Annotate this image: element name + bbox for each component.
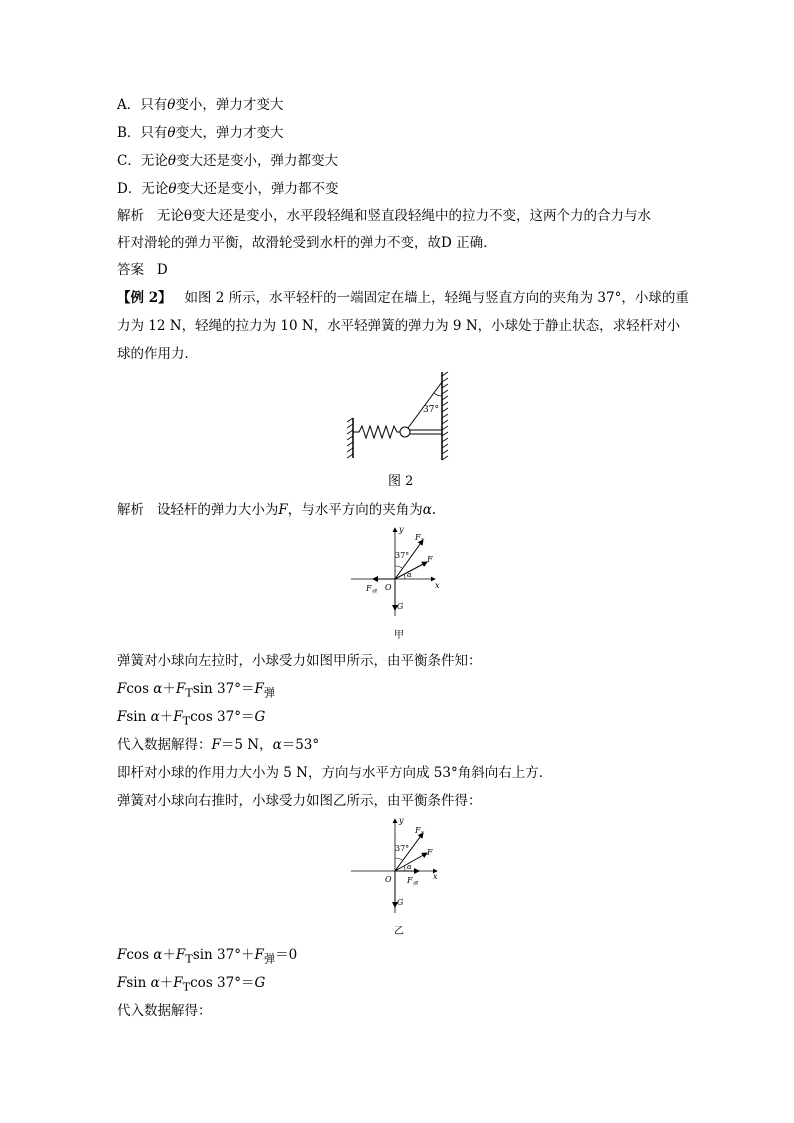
eq-var: F (117, 947, 127, 963)
option-text: 变小，弹力才变大 (175, 97, 284, 113)
fspring-label: $F_弹$ (407, 876, 418, 887)
angle-label: 37° (423, 405, 439, 415)
eq-text: sin (126, 709, 151, 725)
eq-text: ＋ (162, 947, 176, 963)
eq-sub: T (182, 980, 191, 994)
option-text: 只有 (140, 97, 168, 113)
analysis-text: ，与水平方向的夹角为 (287, 502, 423, 518)
eq-text: cos (126, 681, 154, 697)
f-label: F (427, 848, 433, 857)
eq-sub: T (185, 686, 193, 700)
option-a (117, 96, 283, 114)
f-label: F (427, 555, 433, 564)
eq-var: F (175, 947, 186, 963)
eq-sub: 弹 (263, 952, 276, 966)
option-text: 变大还是变小，弹力都不变 (176, 181, 339, 197)
g-label: G (397, 898, 404, 907)
result-1 (117, 736, 319, 754)
eq-var: F (117, 681, 127, 697)
example-2-line-3: 球的作用力． (117, 346, 198, 362)
analysis-1-line-2: 杆对滑轮的弹力平衡，故滑轮受到水杆的弹力不变，故D 正确． (117, 235, 497, 251)
origin-label: O (385, 583, 392, 592)
option-letter: B． (117, 125, 141, 141)
eq-var: G (254, 709, 266, 725)
eq-var: α (150, 709, 160, 725)
option-c (117, 152, 338, 170)
eq-text: ＋ (162, 681, 176, 697)
option-text: 变大还是变小，弹力都变大 (175, 153, 338, 169)
equation-3 (117, 946, 297, 969)
example-2-line-2: 力为 12 N，轻绳的拉力为 10 N，水平轻弹簧的弹力为 9 N，小球处于静止状态，求轻杆对小 (117, 318, 681, 334)
var-alpha: α (422, 502, 432, 518)
example-text: 如图 2 所示，水平轻杆的一端固定在墙上，轻绳与竖直方向的夹角为 37°，小球的重 (184, 290, 689, 306)
var-f: F (278, 502, 288, 518)
analysis-1-line-1 (117, 207, 651, 225)
eq-var: F (117, 709, 127, 725)
eq-sub: 弹 (263, 686, 276, 700)
angle-37-label: 37° (395, 844, 410, 853)
jia-intro-text: 弹簧对小球向左拉时，小球受力如图甲所示，由平衡条件知： (117, 653, 482, 669)
ball (400, 427, 410, 437)
conclusion-1: 即杆对小球的作用力大小为 5 N，方向与水平方向成 53°角斜向右上方． (117, 765, 553, 781)
x-label: x (435, 581, 440, 590)
eq-text: ＋ (159, 709, 174, 725)
ft-label: $F_T$ (415, 533, 424, 544)
spring (353, 426, 401, 438)
option-d (117, 180, 338, 198)
eq-text: sin 37°＝ (192, 681, 255, 697)
equation-2 (117, 708, 265, 731)
option-text: 变大，弹力才变大 (175, 125, 284, 141)
force-diagram-jia (345, 522, 455, 622)
eq-text: ＋ (159, 975, 174, 991)
option-letter: A． (117, 97, 141, 113)
eq-var: α (153, 947, 163, 963)
figure-2-diagram (345, 370, 455, 465)
figure-2-caption: 图 2 (388, 474, 414, 489)
analysis-text: 设轻杆的弹力大小为 (156, 502, 279, 518)
ft-label: $F_T$ (415, 826, 424, 837)
yi-intro-text: 弹簧对小球向右推时，小球受力如图乙所示，由平衡条件得： (117, 793, 482, 809)
eq-var: F (117, 975, 127, 991)
option-text: 无论 (140, 153, 168, 169)
equation-1 (117, 680, 275, 703)
eq-var: α (150, 975, 160, 991)
analysis-2-line (117, 501, 436, 519)
eq-text: cos 37°＝ (190, 709, 255, 725)
x-label: x (433, 872, 438, 881)
eq-var: F (211, 737, 221, 753)
eq-sub: T (185, 952, 193, 966)
fspring-label: $F_弹$ (366, 584, 377, 595)
eq-text: sin 37°＋ (192, 947, 255, 963)
eq-var: F (254, 947, 264, 963)
answer-label: 答案 (117, 262, 144, 278)
result-text: 代入数据解得： (117, 737, 212, 753)
option-b (117, 124, 284, 142)
result-2: 代入数据解得： (117, 1003, 212, 1019)
eq-var: F (175, 681, 186, 697)
eq-var: α (272, 737, 282, 753)
option-text: 无论 (141, 181, 169, 197)
y-label: y (399, 816, 404, 825)
alpha-label: α (407, 571, 412, 579)
g-label: G (397, 602, 404, 611)
alpha-label: α (407, 863, 412, 871)
theta-symbol: θ (167, 153, 176, 169)
angle-37-label: 37° (395, 551, 410, 560)
diagram-jia-caption: 甲 (394, 630, 404, 641)
eq-var: F (254, 681, 264, 697)
eq-sub: T (182, 714, 191, 728)
force-diagram-yi (345, 813, 455, 918)
eq-text: cos (126, 947, 154, 963)
equation-4 (117, 974, 265, 997)
y-label: y (399, 525, 404, 534)
origin-label: O (385, 875, 392, 884)
diagram-yi-caption: 乙 (394, 926, 404, 937)
theta-symbol: θ (167, 97, 176, 113)
answer-value: D (156, 262, 168, 278)
eq-var: F (173, 975, 183, 991)
theta-symbol: θ (168, 181, 177, 197)
eq-text: sin (126, 975, 151, 991)
eq-text: cos 37°＝ (190, 975, 255, 991)
eq-var: F (173, 709, 183, 725)
example-2-line-1 (117, 289, 689, 307)
example-tag: 【例 2】 (117, 290, 172, 306)
analysis-label: 解析 (117, 208, 144, 224)
result-text: ＝5 N， (220, 737, 273, 753)
result-text: ＝53° (281, 737, 320, 753)
analysis-label: 解析 (117, 502, 144, 518)
option-letter: D． (117, 181, 142, 197)
eq-text: ＝0 (275, 947, 298, 963)
eq-var: α (153, 681, 163, 697)
eq-var: G (254, 975, 266, 991)
analysis-text: . (431, 502, 437, 518)
option-text: 只有 (140, 125, 168, 141)
analysis-text: 无论θ变大还是变小，水平段轻绳和竖直段轻绳中的拉力不变，这两个力的合力与水 (156, 208, 652, 224)
answer-line (117, 261, 168, 279)
theta-symbol: θ (167, 125, 176, 141)
option-letter: C． (117, 153, 141, 169)
